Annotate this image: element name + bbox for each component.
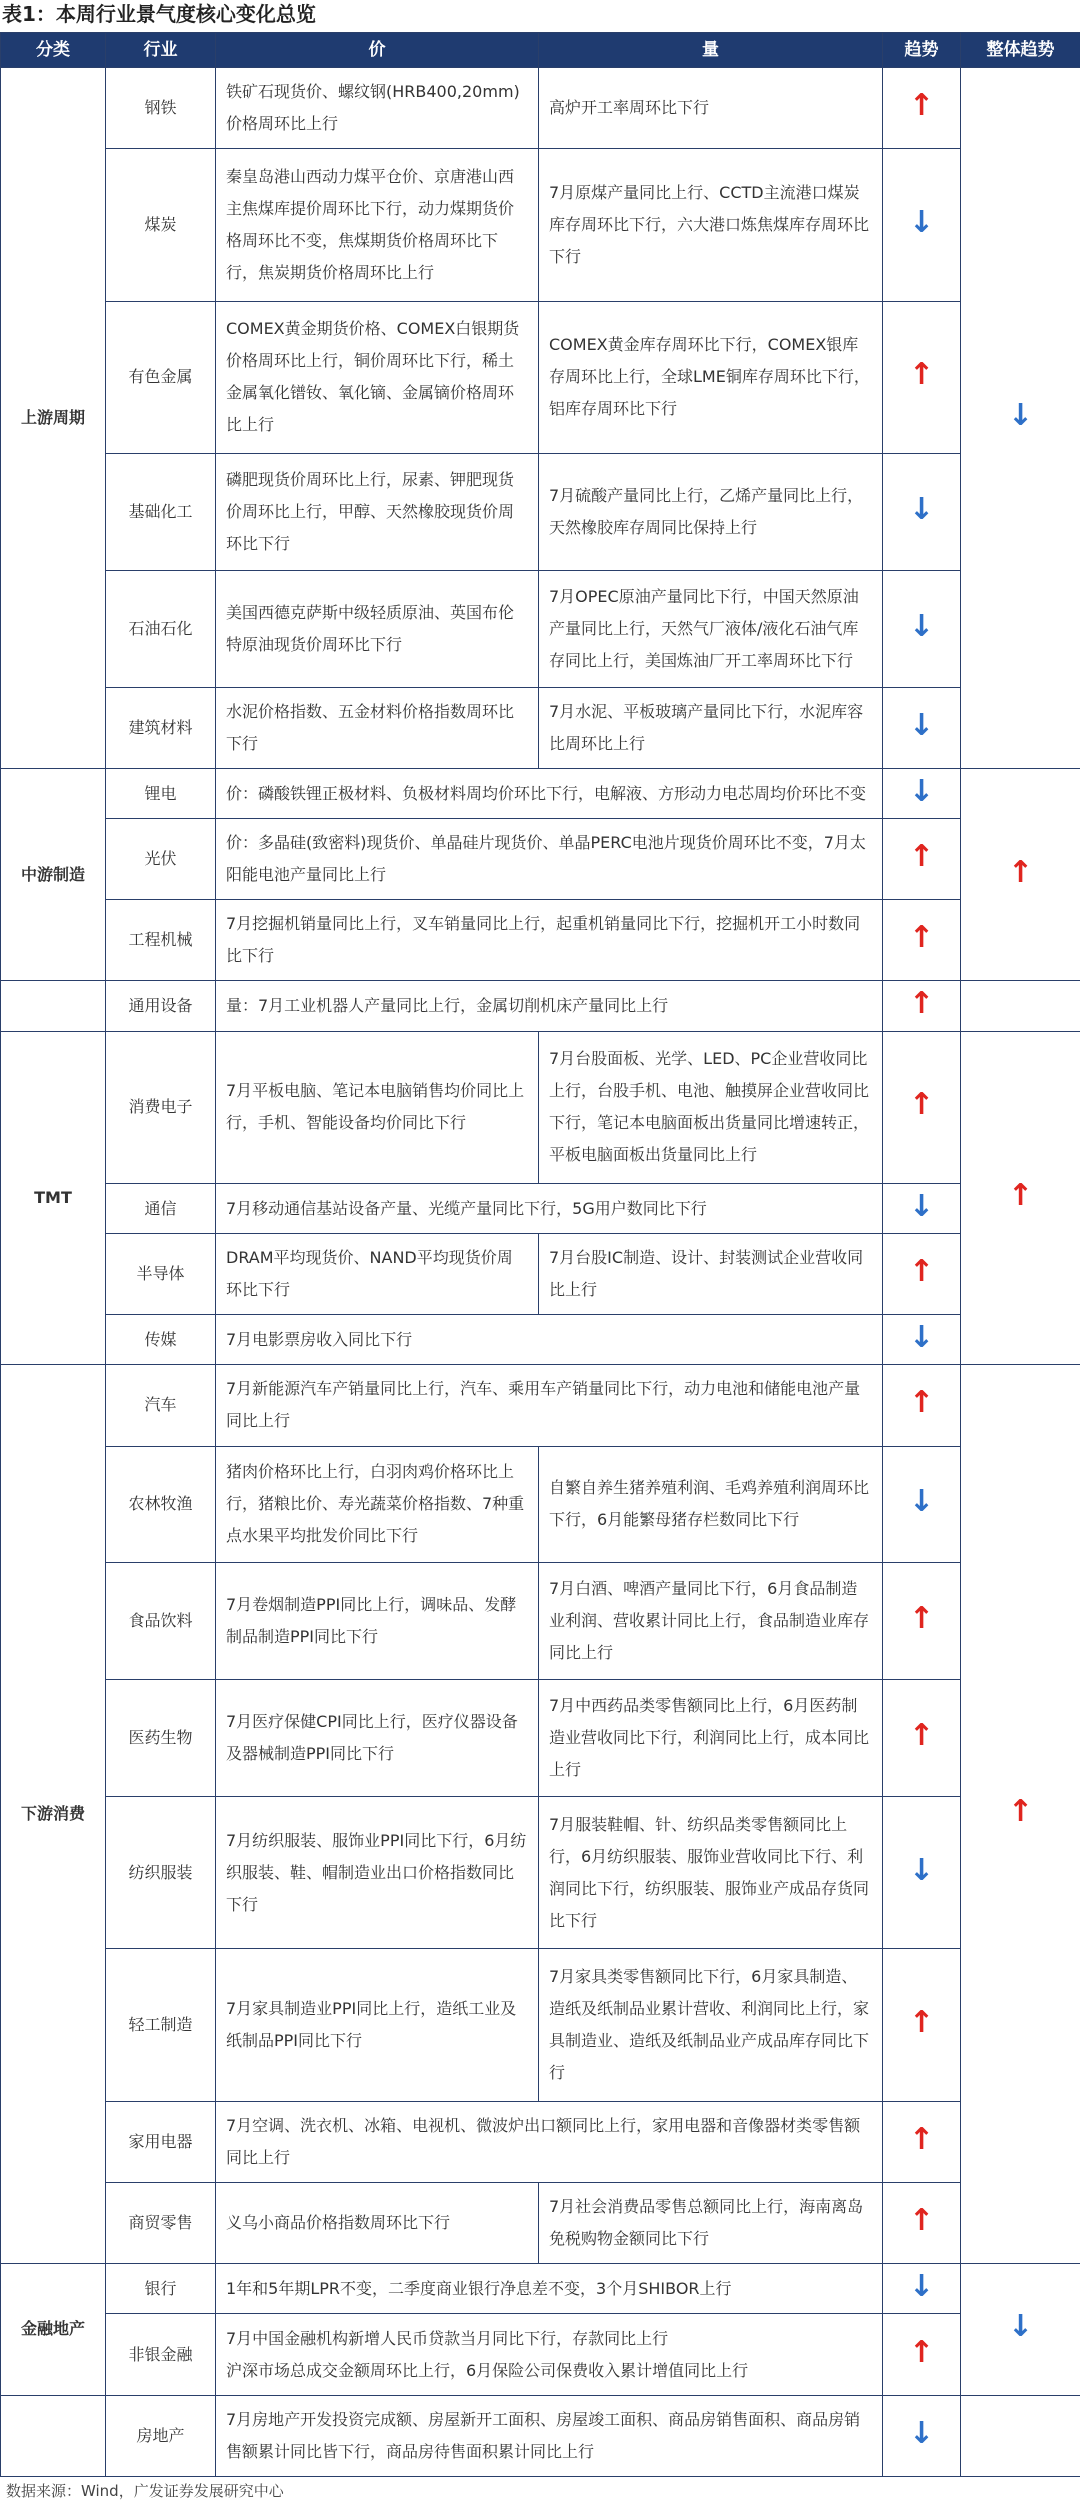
table-row	[1, 981, 1080, 1031]
down-arrow-icon: ↓	[908, 1188, 935, 1224]
down-arrow-icon: ↓	[908, 492, 935, 527]
trend-cell	[883, 1031, 961, 1183]
overall-trend-cell	[961, 1031, 1080, 1365]
price-cell: COMEX黄金期货价格、COMEX白银期货价格周环比上行，铜价周环比下行，稀土金属氧化镨钕、氧化镝、金属镝价格周环比上行	[216, 301, 539, 453]
table-row	[1, 149, 1080, 301]
trend-cell	[883, 2183, 961, 2264]
combined-cell	[216, 819, 883, 900]
trend-cell	[883, 687, 961, 768]
industry-cell: 商贸零售	[106, 2183, 216, 2264]
up-arrow-icon: ↑	[908, 357, 935, 393]
price-cell: 美国西德克萨斯中级轻质原油、英国布伦特原油现货价周环比下行	[216, 570, 539, 687]
down-arrow-icon: ↓	[908, 707, 935, 743]
combined-cell	[216, 768, 883, 818]
overall-trend-cell	[961, 2395, 1080, 2476]
trend-cell	[883, 819, 961, 900]
up-arrow-icon: ↑	[908, 986, 935, 1021]
combined-cell	[216, 2101, 883, 2182]
trend-cell	[883, 149, 961, 301]
trend-cell	[883, 1949, 961, 2101]
industry-table	[0, 32, 1080, 2477]
down-arrow-icon: ↓	[1007, 397, 1034, 433]
trend-cell	[883, 1797, 961, 1949]
volume-cell: 7月中西药品类零售额同比上行，6月医药制造业营收同比下行，利润同比上行，成本同比上行	[539, 1680, 883, 1797]
combined-cell	[216, 900, 883, 981]
header-price: 价	[216, 33, 539, 68]
up-arrow-icon: ↑	[908, 1601, 935, 1637]
up-arrow-icon: ↑	[908, 1087, 935, 1123]
industry-cell: 食品饮料	[106, 1563, 216, 1680]
industry-cell: 光伏	[106, 819, 216, 900]
trend-cell	[883, 2395, 961, 2476]
table-row	[1, 1446, 1080, 1563]
trend-cell	[883, 2101, 961, 2182]
sector-cell: 中游制造	[1, 768, 106, 981]
price-cell: 猪肉价格环比上行，白羽肉鸡价格环比上行，猪粮比价、寿光蔬菜价格指数、7种重点水果平均批发价同比下行	[216, 1446, 539, 1563]
volume-cell: 7月水泥、平板玻璃产量同比下行，水泥库容比周环比上行	[539, 687, 883, 768]
combined-cell	[216, 2264, 883, 2314]
industry-cell: 建筑材料	[106, 687, 216, 768]
overall-trend-cell	[961, 2264, 1080, 2395]
header-overall: 整体趋势	[961, 33, 1080, 68]
down-arrow-icon: ↓	[908, 1852, 935, 1888]
combined-text: 价：磷酸铁锂正极材料、负极材料周均价环比下行，电解液、方形动力电芯周均价环比不变	[226, 783, 867, 803]
table-row	[1, 1315, 1080, 1365]
table-row	[1, 2264, 1080, 2314]
trend-cell	[883, 2264, 961, 2314]
industry-cell: 通用设备	[106, 981, 216, 1031]
volume-cell: 7月OPEC原油产量同比下行，中国天然原油产量同比上行，天然气厂液体/液化石油气库存同比上行，美国炼油厂开工率周环比下行	[539, 570, 883, 687]
trend-cell	[883, 1234, 961, 1315]
trend-cell	[883, 1365, 961, 1446]
table-row	[1, 454, 1080, 571]
combined-text: 1年和5年期LPR不变，二季度商业银行净息差不变，3个月SHIBOR上行	[226, 2278, 732, 2298]
table-row	[1, 1680, 1080, 1797]
industry-cell: 工程机械	[106, 900, 216, 981]
up-arrow-icon: ↑	[908, 2334, 935, 2370]
table-row	[1, 68, 1080, 149]
trend-cell	[883, 981, 961, 1031]
trend-cell	[883, 1680, 961, 1797]
industry-cell: 农林牧渔	[106, 1446, 216, 1563]
table-row	[1, 301, 1080, 453]
down-arrow-icon: ↓	[1007, 2309, 1034, 2345]
trend-cell	[883, 1315, 961, 1365]
data-source-note: 数据来源：Wind，广发证券发展研究中心	[6, 2482, 284, 2500]
combined-text: 7月新能源汽车产销量同比上行，汽车、乘用车产销量同比下行，动力电池和储能电池产量同比上行	[226, 1379, 861, 1431]
industry-cell: 煤炭	[106, 149, 216, 301]
header-row	[1, 33, 1080, 68]
up-arrow-icon: ↑	[908, 1385, 935, 1421]
price-cell: 义乌小商品价格指数周环比下行	[216, 2183, 539, 2264]
table-title: 表1：本周行业景气度核心变化总览	[2, 2, 316, 26]
volume-cell: 7月台股面板、光学、LED、PC企业营收同比上行，台股手机、电池、触摸屏企业营收同比下行，笔记本电脑面板出货量同比增速转正，平板电脑面板出货量同比上行	[539, 1031, 883, 1183]
up-arrow-icon: ↑	[1007, 1794, 1034, 1830]
sector-cell	[1, 2395, 106, 2476]
industry-cell: 锂电	[106, 768, 216, 818]
table-row	[1, 2101, 1080, 2182]
industry-cell: 钢铁	[106, 68, 216, 149]
overall-trend-cell	[961, 768, 1080, 981]
combined-cell	[216, 1365, 883, 1446]
trend-cell	[883, 1183, 961, 1233]
trend-cell	[883, 301, 961, 453]
price-cell: 磷肥现货价周环比上行，尿素、钾肥现货价周环比上行，甲醇、天然橡胶现货价周环比下行	[216, 454, 539, 571]
header-sector: 分类	[1, 33, 106, 68]
table-row	[1, 2314, 1080, 2395]
header-volume: 量	[539, 33, 883, 68]
sector-cell: 下游消费	[1, 1365, 106, 2264]
sector-cell: 金融地产	[1, 2264, 106, 2395]
trend-cell	[883, 1563, 961, 1680]
industry-cell: 非银金融	[106, 2314, 216, 2395]
table-container	[0, 32, 1080, 2477]
combined-text: 量：7月工业机器人产量同比上行，金属切削机床产量同比上行	[226, 996, 669, 1015]
sector-cell: 上游周期	[1, 68, 106, 769]
up-arrow-icon: ↑	[908, 1718, 935, 1754]
volume-cell: 7月白酒、啤酒产量同比下行，6月食品制造业利润、营收累计同比上行，食品制造业库存同比上行	[539, 1563, 883, 1680]
down-arrow-icon: ↓	[908, 1484, 935, 1520]
industry-cell: 医药生物	[106, 1680, 216, 1797]
price-cell: 7月纺织服装、服饰业PPI同比下行，6月纺织服装、鞋、帽制造业出口价格指数同比下行	[216, 1797, 539, 1949]
price-cell: 铁矿石现货价、螺纹钢(HRB400,20mm)价格周环比上行	[216, 68, 539, 149]
table-row	[1, 570, 1080, 687]
volume-cell: 7月家具类零售额同比下行，6月家具制造、造纸及纸制品业累计营收、利润同比上行，家具制造业、造纸及纸制品业产成品库存同比下行	[539, 1949, 883, 2101]
trend-cell	[883, 454, 961, 571]
sector-cell: TMT	[1, 1031, 106, 1365]
combined-text: 7月房地产开发投资完成额、房屋新开工面积、房屋竣工面积、商品房销售面积、商品房销售额累计同比皆下行，商品房待售面积累计同比上行	[226, 2409, 861, 2461]
up-arrow-icon: ↑	[908, 88, 935, 124]
industry-cell: 半导体	[106, 1234, 216, 1315]
trend-cell	[883, 1446, 961, 1563]
sector-cell	[1, 981, 106, 1031]
volume-cell: COMEX黄金库存周环比下行，COMEX银库存周环比上行，全球LME铜库存周环比下行，铝库存周环比下行	[539, 301, 883, 453]
up-arrow-icon: ↑	[1007, 854, 1034, 890]
up-arrow-icon: ↑	[908, 839, 935, 875]
trend-cell	[883, 768, 961, 818]
table-row	[1, 1365, 1080, 1446]
table-row	[1, 1797, 1080, 1949]
industry-cell: 消费电子	[106, 1031, 216, 1183]
industry-cell: 传媒	[106, 1315, 216, 1365]
up-arrow-icon: ↑	[908, 1254, 935, 1290]
down-arrow-icon: ↓	[908, 1319, 935, 1355]
down-arrow-icon: ↓	[908, 773, 935, 809]
industry-cell: 房地产	[106, 2395, 216, 2476]
industry-cell: 家用电器	[106, 2101, 216, 2182]
price-cell: DRAM平均现货价、NAND平均现货价周环比下行	[216, 1234, 539, 1315]
table-row	[1, 2183, 1080, 2264]
volume-cell: 7月硫酸产量同比上行，乙烯产量同比上行，天然橡胶库存周同比保持上行	[539, 454, 883, 571]
price-cell: 水泥价格指数、五金材料价格指数周环比下行	[216, 687, 539, 768]
table-row	[1, 2395, 1080, 2476]
table-row	[1, 1949, 1080, 2101]
volume-cell: 高炉开工率周环比下行	[539, 68, 883, 149]
industry-cell: 通信	[106, 1183, 216, 1233]
volume-cell: 7月社会消费品零售总额同比上行，海南离岛免税购物金额同比下行	[539, 2183, 883, 2264]
overall-trend-cell	[961, 981, 1080, 1031]
down-arrow-icon: ↓	[908, 204, 935, 240]
price-cell: 7月平板电脑、笔记本电脑销售均价同比上行，手机、智能设备均价同比下行	[216, 1031, 539, 1183]
combined-text-extra: 沪深市场总成交金额周环比上行，6月保险公司保费收入累计增值同比上行	[226, 2360, 749, 2380]
table-row	[1, 1031, 1080, 1183]
table-row	[1, 900, 1080, 981]
down-arrow-icon: ↓	[908, 2268, 935, 2304]
combined-text: 7月挖掘机销量同比上行，叉车销量同比上行，起重机销量同比下行，挖掘机开工小时数同比下行	[226, 914, 861, 966]
trend-cell	[883, 2314, 961, 2395]
industry-cell: 基础化工	[106, 454, 216, 571]
industry-cell: 纺织服装	[106, 1797, 216, 1949]
combined-text: 价：多晶硅(致密料)现货价、单晶硅片现货价、单晶PERC电池片现货价周环比不变，7月太阳能电池产量同比上行	[226, 833, 866, 885]
up-arrow-icon: ↑	[908, 920, 935, 956]
combined-text: 7月中国金融机构新增人民币贷款当月同比下行，存款同比上行	[226, 2328, 669, 2348]
combined-cell	[216, 1315, 883, 1365]
up-arrow-icon: ↑	[1007, 1177, 1034, 1213]
combined-text: 7月电影票房收入同比下行	[226, 1329, 413, 1349]
combined-cell	[216, 2314, 883, 2395]
volume-cell: 自繁自养生猪养殖利润、毛鸡养殖利润周环比下行，6月能繁母猪存栏数同比下行	[539, 1446, 883, 1563]
combined-text: 7月空调、洗衣机、冰箱、电视机、微波炉出口额同比上行，家用电器和音像器材类零售额同比上行	[226, 2116, 861, 2167]
trend-cell	[883, 68, 961, 149]
down-arrow-icon: ↓	[908, 2415, 935, 2451]
volume-cell: 7月原煤产量同比上行、CCTD主流港口煤炭库存周环比下行，六大港口炼焦煤库存周环比下行	[539, 149, 883, 301]
header-trend: 趋势	[883, 33, 961, 68]
table-row	[1, 1563, 1080, 1680]
table-row	[1, 687, 1080, 768]
industry-cell: 轻工制造	[106, 1949, 216, 2101]
down-arrow-icon: ↓	[908, 608, 935, 644]
table-row	[1, 1234, 1080, 1315]
price-cell: 7月家具制造业PPI同比上行，造纸工业及纸制品PPI同比下行	[216, 1949, 539, 2101]
overall-trend-cell	[961, 1365, 1080, 2264]
price-cell: 7月医疗保健CPI同比上行，医疗仪器设备及器械制造PPI同比下行	[216, 1680, 539, 1797]
table-row	[1, 1183, 1080, 1233]
trend-cell	[883, 900, 961, 981]
trend-cell	[883, 570, 961, 687]
industry-cell: 银行	[106, 2264, 216, 2314]
volume-cell: 7月服装鞋帽、针、纺织品类零售额同比上行，6月纺织服装、服饰业营收同比下行、利润同比下行，纺织服装、服饰业产成品存货同比下行	[539, 1797, 883, 1949]
industry-cell: 有色金属	[106, 301, 216, 453]
volume-cell: 7月台股IC制造、设计、封装测试企业营收同比上行	[539, 1234, 883, 1315]
industry-cell: 石油石化	[106, 570, 216, 687]
table-body	[1, 68, 1080, 2477]
table-row	[1, 768, 1080, 818]
up-arrow-icon: ↑	[908, 2005, 935, 2041]
overall-trend-cell	[961, 68, 1080, 769]
combined-text: 7月移动通信基站设备产量、光缆产量同比下行，5G用户数同比下行	[226, 1198, 707, 1218]
up-arrow-icon: ↑	[908, 2122, 935, 2157]
header-industry: 行业	[106, 33, 216, 68]
combined-cell	[216, 2395, 883, 2476]
up-arrow-icon: ↑	[908, 2203, 935, 2239]
price-cell: 7月卷烟制造PPI同比上行，调味品、发酵制品制造PPI同比下行	[216, 1563, 539, 1680]
price-cell: 秦皇岛港山西动力煤平仓价、京唐港山西主焦煤库提价周环比下行，动力煤期货价格周环比不变，焦煤期货价格周环比下行，焦炭期货价格周环比上行	[216, 149, 539, 301]
combined-cell	[216, 981, 883, 1031]
industry-cell: 汽车	[106, 1365, 216, 1446]
table-row	[1, 819, 1080, 900]
combined-cell	[216, 1183, 883, 1233]
